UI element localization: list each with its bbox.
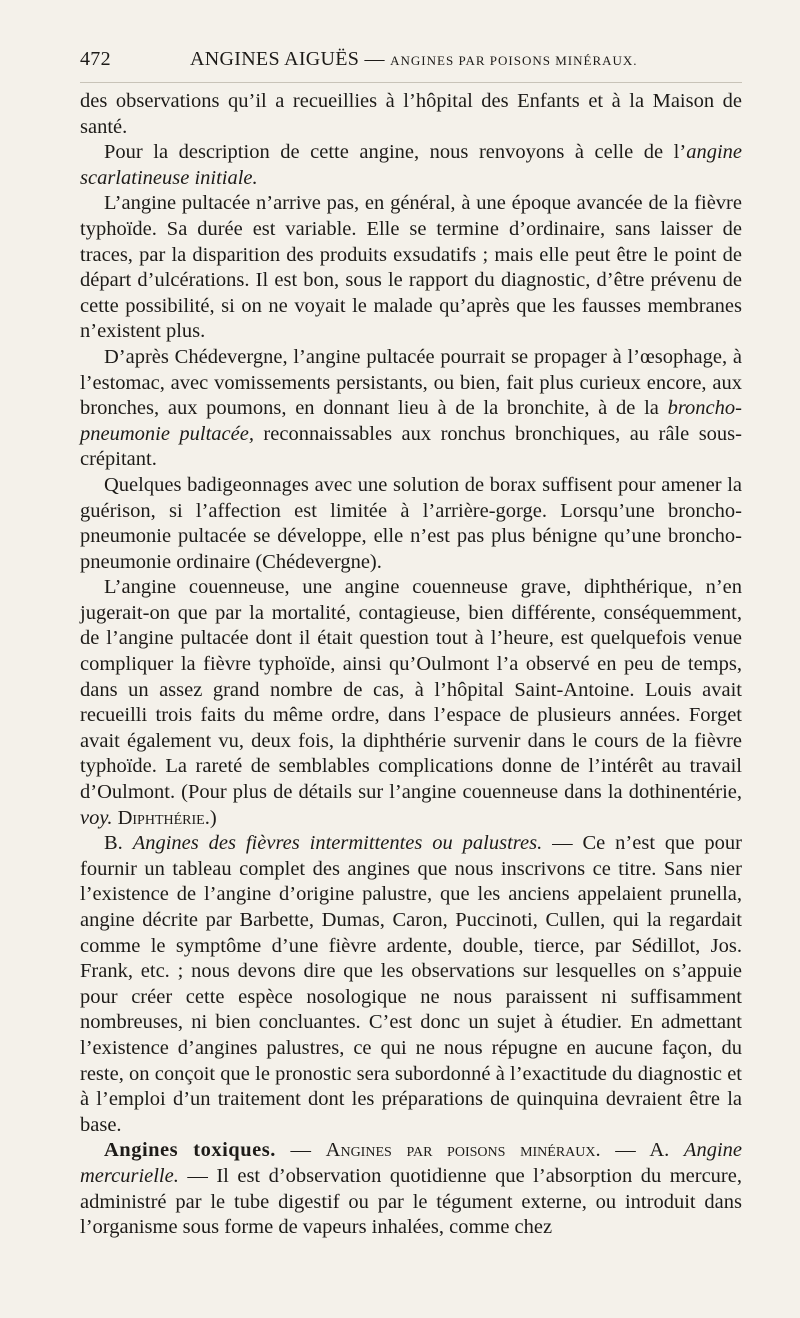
title-dash: — — [364, 48, 385, 70]
p5-text: L’angine couenneuse, une angine couenneuse grave, diphthérique, n’en jugerait-on que par la mortalité, contagieuse, bien différente, conséquemment, de l’angine pultacée dont il était question tout à l’heure, est quelquefois venue compliquer la fièvre typhoïde, ainsi qu’Oulmont l’a observé en peu de temps, dans un assez grand nombre de cas, à l’hôpital Saint-Antoine. Louis avait recueilli trois faits du même ordre, dans l’espace de plusieurs années. Forget avait également vu, deux fois, la diphthérie survenir dans le cours de la fièvre typhoïde. La rareté de semblables complications donne de l’intérêt au travail d’Oulmont. (Pour plus de détails sur l’angine couenneuse dans la dothinentérie, — [80, 576, 742, 804]
p7-sub: — A. — [600, 1139, 684, 1162]
paragraph-4: Quelques badigeonnages avec une solution de borax suffisent pour amener la guérison, si l’affection est limitée à l’arrière-gorge. Lorsqu’une broncho-pneumonie pultacée se développe, elle n’est pas plus bénigne qu’une broncho-pneumonie ordinaire (Chédevergne). — [80, 473, 742, 573]
p6-italic-title: Angines des fièvres intermittentes ou palustres. — [132, 832, 543, 855]
p7-smallcaps: Angines par poisons minéraux. — [325, 1139, 601, 1162]
p7-text: — Il est d’observation quotidienne que l’absorption du mercure, administré par le tube digestif ou par le tégument externe, ou introduit dans l’organisme sous forme de vapeurs inhalées, comme chez — [80, 1164, 742, 1239]
paragraph-2: L’angine pultacée n’arrive pas, en général, à une époque avancée de la fièvre typhoïde. Sa durée est variable. Elle se termine d’ordinaire, sans laisser de traces, par la disparition des produits exsudatifs ; mais elle peut être le point de départ d’ulcérations. Il est bon, sous le rapport du diagnostic, d’être prévenu de cette possibilité, si on ne voyait le malade qu’après que les fausses membranes n’existent plus. — [80, 192, 742, 343]
paragraph-3 — [80, 345, 742, 473]
paragraph-0: des observations qu’il a recueillies à l’hôpital des Enfants et à la Maison de santé. — [80, 90, 742, 138]
p6-letter: B. — [104, 832, 133, 855]
chapter-title: ANGINES AIGUËS — [190, 48, 360, 70]
paragraph-7 — [80, 1138, 742, 1240]
section-heading: Angines toxiques. — [104, 1139, 276, 1162]
p1-text: Pour la description de cette angine, nous renvoyons à celle de l’ — [104, 141, 687, 164]
p3-text-a: D’après Chédevergne, l’angine pultacée pourrait se propager à l’œsophage, à l’estomac, avec vomissements persistants, ou bien, fait plus curieux encore, aux bronches, aux poumons, en donnant lieu à de la bronchite, à de la — [80, 345, 742, 420]
running-title — [190, 48, 742, 71]
p5-reference: Diphthérie. — [112, 806, 210, 829]
p3-italic: broncho-pneumonie pultacée, — [80, 397, 742, 445]
page-number: 472 — [80, 48, 111, 70]
p5-voy: voy. — [80, 806, 113, 829]
p3-text-c: reconnaissables aux ronchus bronchiques, au râle sous-crépitant. — [80, 422, 742, 471]
p1-italic: angine scarlatineuse initiale. — [80, 141, 742, 189]
paragraph-6 — [80, 831, 742, 1138]
p6-text: — Ce n’est que pour fournir un tableau complet des angines que nous inscrivons ce titre. Sans nier l’existence de l’angine d’origine palustre, que les anciens appelaient prunella, angine décrite par Barbette, Dumas, Caron, Puccinoti, Cullen, qui la regardait comme le symptôme d’une fièvre ardente, double, tierce, par Sédillot, Jos. Frank, etc. ; nous devons dire que les observations sur lesquelles on s’appuie pour créer cette espèce nosologique ne nous paraissent ni suffisamment nombreuses, ni bien concluantes. C’est donc un sujet à étudier. En admettant l’existence d’angines palustres, ce qui ne nous répugne en aucune façon, du reste, on conçoit que le pronostic sera subordonné à l’exactitude du diagnostic et à l’emploi d’un traitement dont les préparations de quinquina devraient être la base. — [80, 832, 742, 1136]
running-header — [80, 48, 742, 83]
p5-close: ) — [209, 806, 217, 829]
p7-italic: Angine mercurielle. — [80, 1139, 742, 1187]
section-subtitle: ANGINES PAR POISONS MINÉRAUX. — [390, 53, 638, 68]
body-text — [80, 89, 742, 1241]
p7-dash: — — [275, 1139, 326, 1162]
paragraph-1 — [80, 140, 742, 191]
paragraph-5 — [80, 575, 742, 831]
